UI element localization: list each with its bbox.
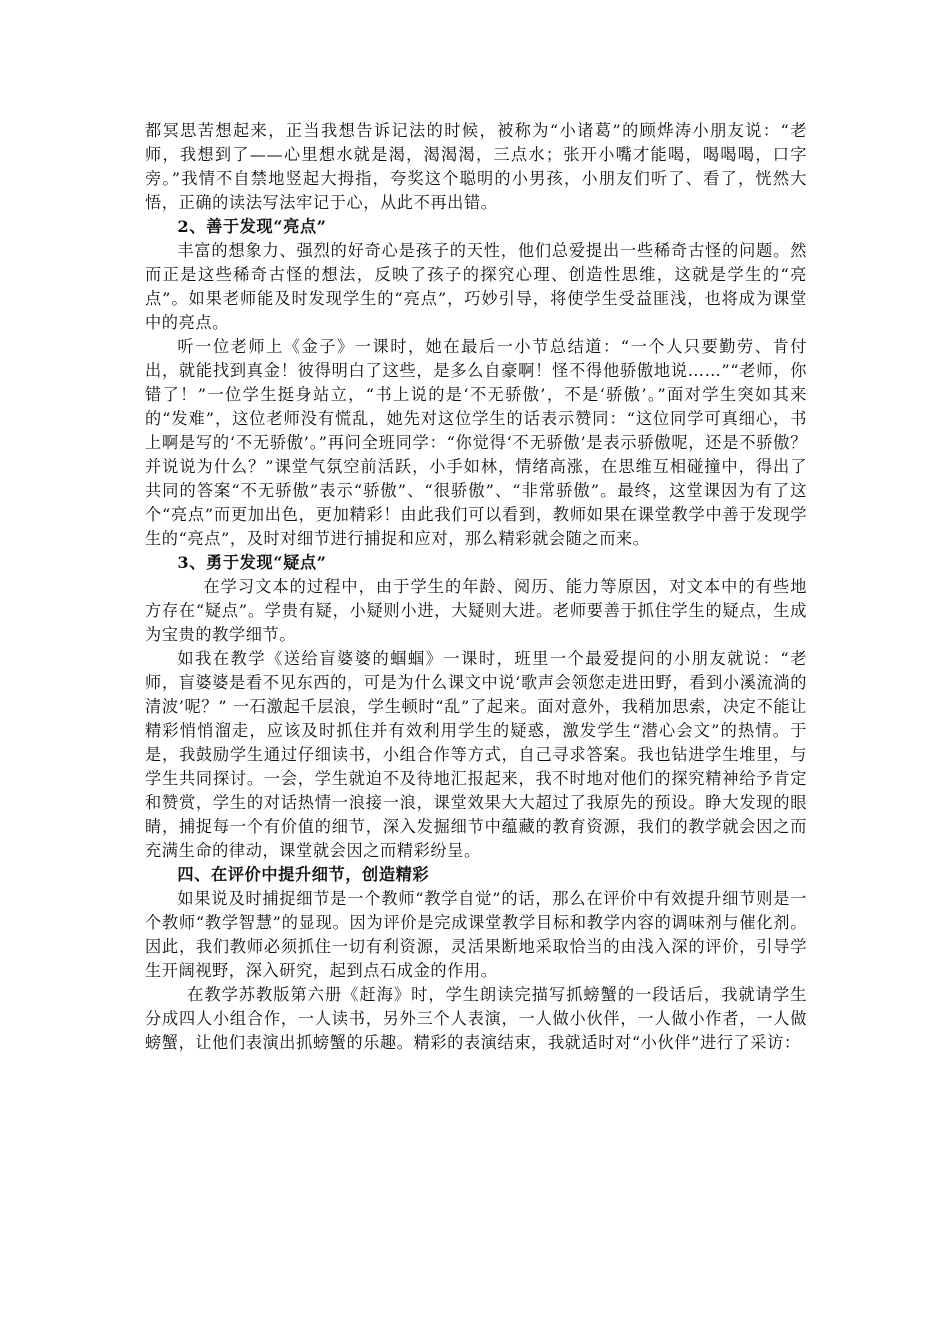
paragraph-highlights-intro: 丰富的想象力、强烈的好奇心是孩子的天性，他们总爱提出一些稀奇古怪的问题。然而正是这些稀奇古怪的想法，反映了孩子的探究心理、创造性思维，这就是学生的“亮点”。如果老师能及时发现学生的“亮点”，巧妙引导，将使学生受益匪浅，也将成为课堂中的亮点。 (145, 241, 807, 332)
paragraph-gold-lesson: 听一位老师上《金子》一课时，她在最后一小节总结道：“一个人只要勤劳、肯付出，就能找到真金！彼得明白了这些，是多么自豪啊！怪不得他骄傲地说……”“老师，你错了！”一位学生挺身站立，“书上说的是‘不无骄傲’，不是‘骄傲’。”面对学生突如其来的“发难”，这位老师没有慌乱，她先对这位学生的话表示赞同：“这位同学可真细心，书上啊是写的‘不无骄傲’。”再问全班同学：“你觉得‘不无骄傲’是表示骄傲呢，还是不骄傲？并说说为什么？”课堂气氛空前活跃，小手如林，情绪高涨，在思维互相碰撞中，得出了共同的答案“不无骄傲”表示“骄傲”、“很骄傲”、“非常骄傲”。最终，这堂课因为有了这个“亮点”而更加出色，更加精彩！由此我们可以看到，教师如果在课堂教学中善于发现学生的“亮点”，及时对细节进行捕捉和应对，那么精彩就会随之而来。 (145, 337, 807, 548)
paragraph-sea-lesson: 在教学苏教版第六册《赶海》时，学生朗读完描写抓螃蟹的一段话后，我就请学生分成四人小组合作，一人读书，另外三个人表演，一人做小伙伴，一人做小作者，一人做螃蟹，让他们表演出抓螃蟹的乐趣。精彩的表演结束，我就适时对“小伙伴”进行了采访： (145, 985, 807, 1052)
section-heading-highlights: 2、善于发现“亮点” (177, 217, 327, 236)
section-heading-doubts: 3、勇于发现“疑点” (177, 553, 327, 572)
paragraph-cricket-lesson: 如我在教学《送给盲婆婆的蝈蝈》一课时，班里一个最爱提问的小朋友就说：“老师，盲婆婆是看不见东西的，可是为什么课文中说‘歌声会领您走进田野，看到小溪流淌的清波’呢？” 一石激起千层浪，学生顿时“乱”了起来。面对意外，我稍加思索，决定不能让精彩悄悄溜走，应该及时抓住并有效利用学生的疑惑，激发学生“潜心会文”的热情。于是，我鼓励学生通过仔细读书，小组合作等方式，自己寻求答案。我也钻进学生堆里，与学生共同探讨。一会，学生就迫不及待地汇报起来，我不时地对他们的探究精神给予肯定和赞赏，学生的对话热情一浪接一浪，课堂效果大大超过了我原先的预设。睁大发现的眼睛，捕捉每一个有价值的细节，深入发掘细节中蕴藏的教育资源，我们的教学就会因之而充满生命的律动，课堂就会因之而精彩纷呈。 (145, 649, 807, 860)
paragraph-evaluation-intro: 如果说及时捕捉细节是一个教师“教学自觉”的话，那么在评价中有效提升细节则是一个教师“教学智慧”的显现。因为评价是完成课堂教学目标和教学内容的调味剂与催化剂。因此，我们教师必须抓住一切有利资源，灵活果断地采取恰当的由浅入深的评价，引导学生开阔视野，深入研究，起到点石成金的作用。 (145, 889, 807, 980)
paragraph-doubts-intro: 在学习文本的过程中，由于学生的年龄、阅历、能力等原因，对文本中的有些地方存在“疑点”。学贵有疑，小疑则小进，大疑则大进。老师要善于抓住学生的疑点，生成为宝贵的教学细节。 (145, 577, 807, 644)
paragraph-intro-continuation: 都冥思苦想起来，正当我想告诉记法的时候，被称为“小诸葛”的顾烨涛小朋友说：“老师，我想到了——心里想水就是渴，渴渴渴，三点水；张开小嘴才能喝，喝喝喝，口字旁。”我情不自禁地竖起大拇指，夸奖这个聪明的小男孩，小朋友们听了、看了，恍然大悟，正确的读法写法牢记于心，从此不再出错。 (145, 121, 807, 212)
document-body (145, 119, 807, 1055)
section-heading-evaluation: 四、在评价中提升细节，创造精彩 (177, 865, 430, 884)
